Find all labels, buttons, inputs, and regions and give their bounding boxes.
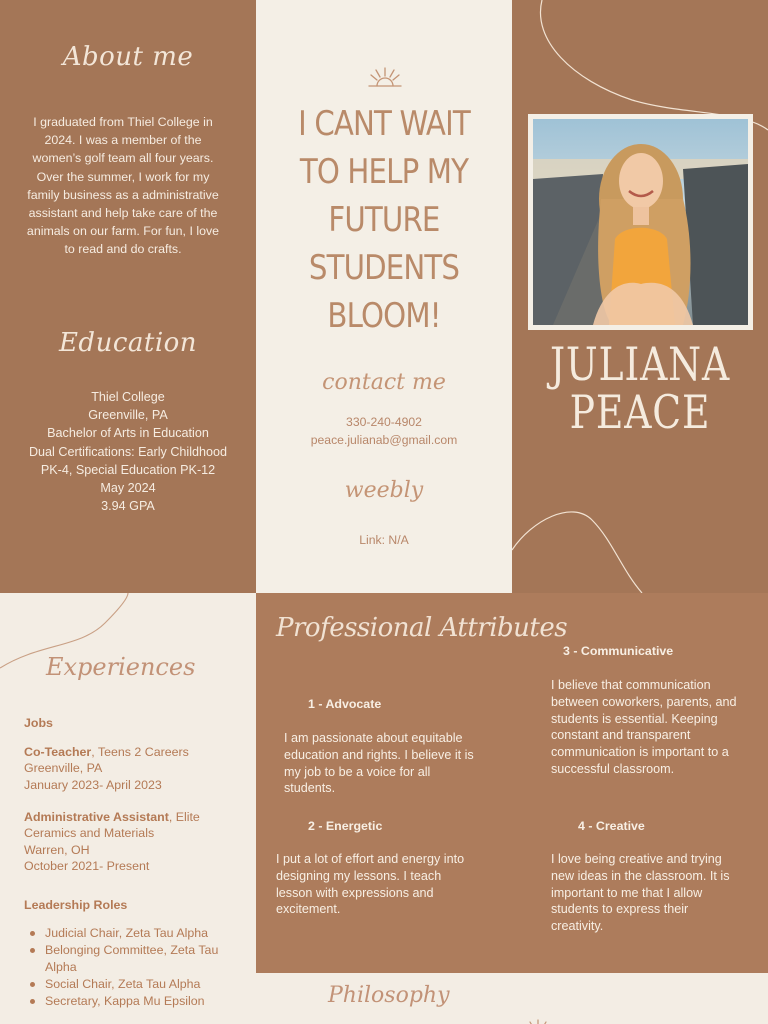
job-entry xyxy=(24,744,234,793)
attribute-text: I put a lot of effort and energy into designing my lessons. I teach lesson with expressions and excitement. xyxy=(276,852,465,917)
attribute-title: 1 - Advocate xyxy=(308,697,382,711)
list-item: Judicial Chair, Zeta Tau Alpha xyxy=(28,925,228,942)
jobs-title: Jobs xyxy=(24,716,53,730)
name-line-1: JULIANA xyxy=(549,337,731,391)
list-item: Belonging Committee, Zeta Tau Alpha xyxy=(28,942,228,976)
education-gpa: 3.94 GPA xyxy=(101,499,155,514)
attribute-title: 2 - Energetic xyxy=(308,819,383,833)
experiences-panel xyxy=(0,593,256,1024)
job-dates: January 2023- April 2023 xyxy=(24,777,162,792)
about-heading: About me xyxy=(62,42,194,72)
education-date: May 2024 xyxy=(100,481,156,496)
attribute-text: I am passionate about equitable education and rights. I believe it is my job to be a voice for all students. xyxy=(284,731,474,796)
job-org: , Elite Ceramics and Materials xyxy=(24,810,200,841)
job-dates: October 2021- Present xyxy=(24,859,150,874)
about-panel xyxy=(0,0,256,593)
attribute-title: 4 - Creative xyxy=(578,819,645,833)
philosophy-heading: Philosophy xyxy=(328,983,450,1008)
attributes-heading: Professional Attributes xyxy=(276,613,568,643)
list-item: Secretary, Kappa Mu Epsilon xyxy=(28,993,228,1010)
about-text: I graduated from Thiel College in 2024. I was a member of the women’s golf team all four years. Over the summer, I work for my family business as a administrative assistant and help take care of the animals on our farm. For fun, I love to read and do crafts. xyxy=(26,115,220,257)
attributes-panel xyxy=(256,593,768,973)
name-line-2: PEACE xyxy=(569,385,711,439)
leadership-title: Leadership Roles xyxy=(24,898,128,912)
profile-panel xyxy=(512,0,768,593)
weebly-heading: weebly xyxy=(344,478,424,503)
quote-headline: I CANT WAIT TO HELP MY FUTURE STUDENTS BLOOM! xyxy=(298,104,470,336)
attribute-text: I believe that communication between coworkers, parents, and students is essential. Keeping constant and transparent communication is important to a successful classroom. xyxy=(551,678,737,776)
quote-panel xyxy=(256,0,512,593)
profile-photo xyxy=(528,114,753,330)
education-school: Thiel College xyxy=(91,390,165,404)
job-title: Co-Teacher xyxy=(24,745,92,759)
weebly-link: Link: N/A xyxy=(359,533,409,547)
sun-icon xyxy=(367,66,403,88)
experiences-heading: Experiences xyxy=(46,653,196,681)
education-heading: Education xyxy=(58,328,198,358)
sun-icon xyxy=(526,1017,550,1024)
job-location: Warren, OH xyxy=(24,842,90,857)
leadership-list xyxy=(28,925,228,1010)
education-details xyxy=(22,388,234,515)
job-org: , Teens 2 Careers xyxy=(91,745,189,759)
education-degree: Bachelor of Arts in Education xyxy=(47,426,209,441)
profile-name xyxy=(535,337,745,439)
philosophy-panel xyxy=(256,973,768,1024)
email-address[interactable]: peace.julianab@gmail.com xyxy=(310,433,458,447)
contact-heading: contact me xyxy=(322,370,446,395)
attribute-title: 3 - Communicative xyxy=(563,644,674,658)
education-certifications: Dual Certifications: Early Childhood PK-4, Special Education PK-12 xyxy=(28,444,228,477)
job-location: Greenville, PA xyxy=(24,761,103,776)
attribute-text: I love being creative and trying new ideas in the classroom. It is important to me that I allow students to express their creativity. xyxy=(551,852,730,934)
education-location: Greenville, PA xyxy=(88,408,168,423)
list-item: Social Chair, Zeta Tau Alpha xyxy=(28,976,228,993)
job-title: Administrative Assistant xyxy=(24,810,169,824)
phone-number: 330-240-4902 xyxy=(346,415,422,429)
job-entry xyxy=(24,809,234,875)
